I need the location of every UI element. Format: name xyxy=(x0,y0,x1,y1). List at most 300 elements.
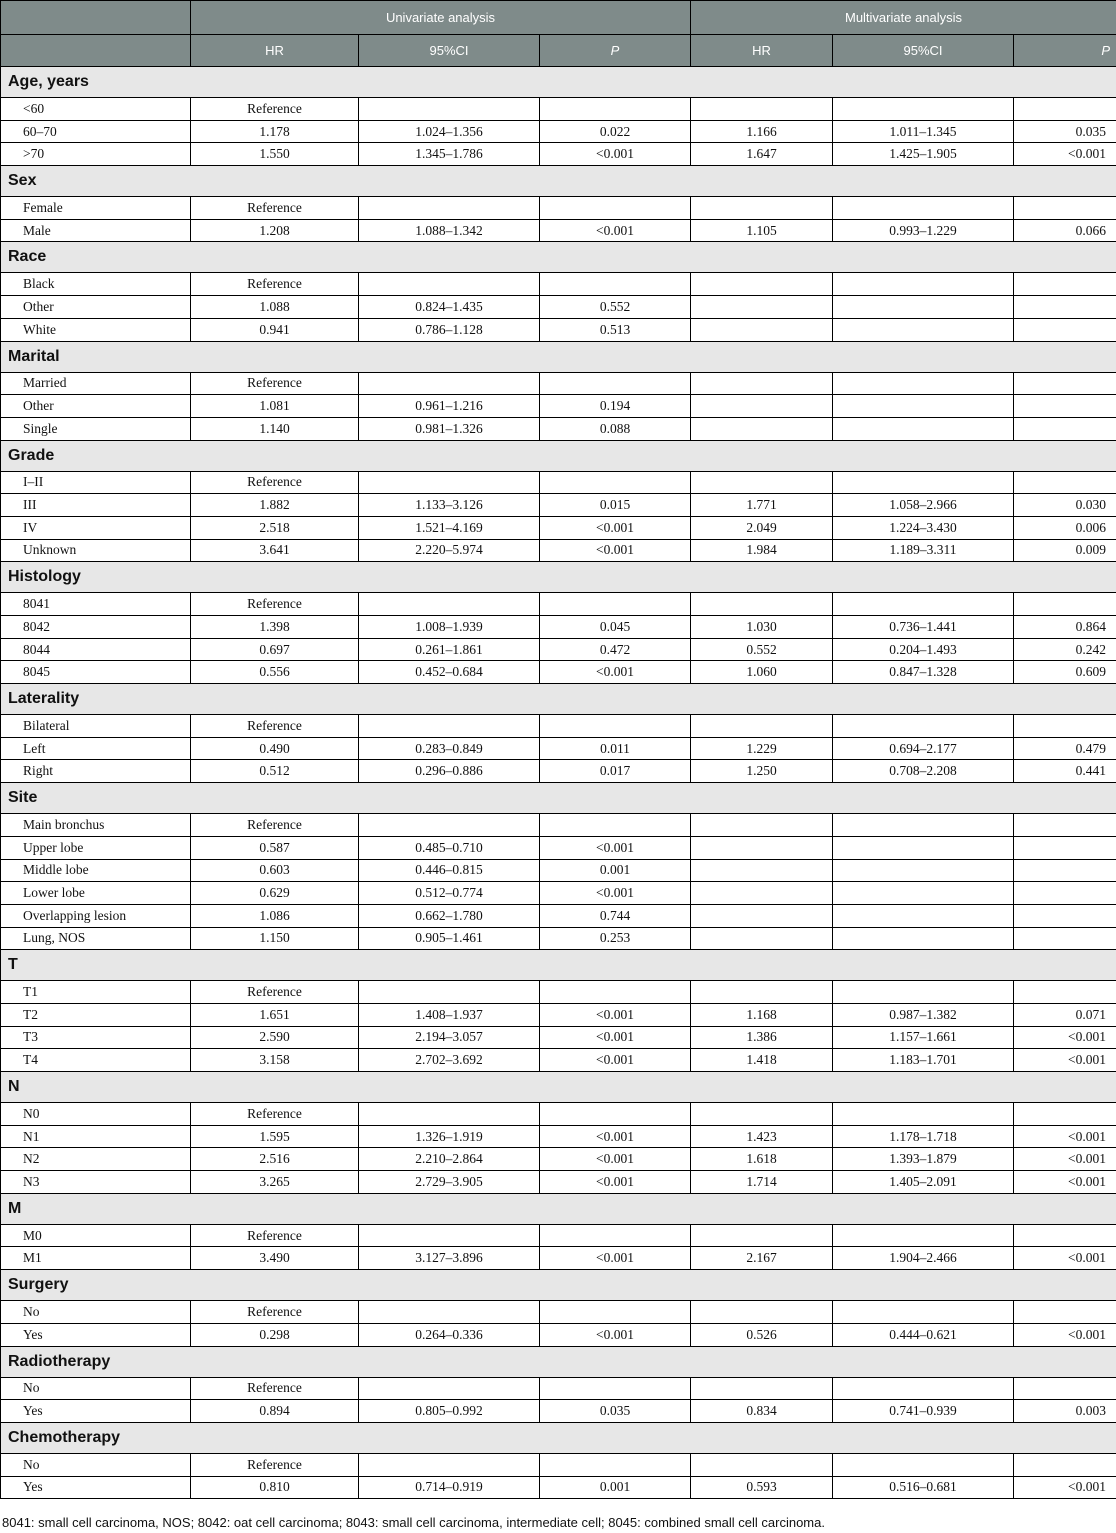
row-label: White xyxy=(1,318,191,341)
multivariate-p-cell xyxy=(1014,904,1116,927)
univariate-p-cell: <0.001 xyxy=(540,1323,691,1346)
group-header-row xyxy=(1,1072,1116,1103)
multivariate-ci-cell: 0.847–1.328 xyxy=(833,661,1014,684)
univariate-p-cell: 0.552 xyxy=(540,296,691,319)
header-empty-cell xyxy=(1,1,191,35)
univariate-hr-cell: 1.882 xyxy=(191,494,359,517)
row-label: Female xyxy=(1,197,191,220)
multivariate-ci-cell: 1.224–3.430 xyxy=(833,516,1014,539)
row-label: Male xyxy=(1,219,191,242)
multivariate-p-cell: 0.009 xyxy=(1014,539,1116,562)
multivariate-ci-cell xyxy=(833,981,1014,1004)
row-label: Left xyxy=(1,737,191,760)
multivariate-hr-cell: 0.593 xyxy=(691,1476,833,1499)
univariate-ci-cell: 0.512–0.774 xyxy=(359,882,540,905)
multivariate-p-cell: <0.001 xyxy=(1014,1148,1116,1171)
univariate-p-cell: 0.022 xyxy=(540,120,691,143)
table-row xyxy=(1,1476,1116,1499)
multivariate-hr-cell: 1.030 xyxy=(691,616,833,639)
group-header-row xyxy=(1,1422,1116,1453)
univariate-ci-cell xyxy=(359,715,540,738)
multivariate-ci-cell xyxy=(833,1103,1014,1126)
multivariate-hr-cell: 2.049 xyxy=(691,516,833,539)
multivariate-hr-cell xyxy=(691,814,833,837)
multivariate-hr-cell xyxy=(691,836,833,859)
multivariate-ci-cell xyxy=(833,1453,1014,1476)
table-row xyxy=(1,395,1116,418)
multivariate-p-cell xyxy=(1014,296,1116,319)
multivariate-hr-cell: 1.168 xyxy=(691,1003,833,1026)
multivariate-hr-cell xyxy=(691,904,833,927)
univariate-ci-cell: 0.981–1.326 xyxy=(359,417,540,440)
group-name: Surgery xyxy=(1,1270,1116,1301)
univariate-ci-cell xyxy=(359,593,540,616)
univariate-hr-cell: 0.697 xyxy=(191,638,359,661)
multivariate-hr-cell: 1.060 xyxy=(691,661,833,684)
multivariate-ci-cell: 0.204–1.493 xyxy=(833,638,1014,661)
univariate-ci-cell xyxy=(359,273,540,296)
group-header-row xyxy=(1,684,1116,715)
multivariate-p-cell xyxy=(1014,318,1116,341)
univariate-hr-cell: Reference xyxy=(191,471,359,494)
multivariate-p-cell xyxy=(1014,1301,1116,1324)
multivariate-ci-cell xyxy=(833,1377,1014,1400)
univariate-p-cell xyxy=(540,814,691,837)
row-label: N2 xyxy=(1,1148,191,1171)
univariate-p-cell: 0.035 xyxy=(540,1400,691,1423)
table-row xyxy=(1,859,1116,882)
group-header-row xyxy=(1,1346,1116,1377)
univariate-hr-cell: 1.550 xyxy=(191,143,359,166)
multivariate-p-cell: <0.001 xyxy=(1014,1125,1116,1148)
row-label: No xyxy=(1,1377,191,1400)
univariate-hr-cell: Reference xyxy=(191,197,359,220)
multivariate-hr-cell: 1.618 xyxy=(691,1148,833,1171)
univariate-ci-cell: 0.786–1.128 xyxy=(359,318,540,341)
multivariate-ci-cell xyxy=(833,882,1014,905)
header-p-label: P xyxy=(610,43,620,58)
multivariate-ci-cell: 1.393–1.879 xyxy=(833,1148,1014,1171)
univariate-ci-cell xyxy=(359,1103,540,1126)
multivariate-ci-cell xyxy=(833,859,1014,882)
multivariate-hr-cell: 0.834 xyxy=(691,1400,833,1423)
multivariate-ci-cell: 1.011–1.345 xyxy=(833,120,1014,143)
table-row xyxy=(1,904,1116,927)
multivariate-p-cell xyxy=(1014,1377,1116,1400)
multivariate-hr-cell: 1.714 xyxy=(691,1171,833,1194)
univariate-p-cell: <0.001 xyxy=(540,1049,691,1072)
univariate-p-cell xyxy=(540,471,691,494)
table-row xyxy=(1,494,1116,517)
univariate-hr-cell: Reference xyxy=(191,372,359,395)
univariate-hr-cell: 1.208 xyxy=(191,219,359,242)
multivariate-p-cell: 0.066 xyxy=(1014,219,1116,242)
multivariate-hr-cell: 1.423 xyxy=(691,1125,833,1148)
multivariate-hr-cell: 1.386 xyxy=(691,1026,833,1049)
univariate-ci-cell xyxy=(359,814,540,837)
univariate-ci-cell: 1.408–1.937 xyxy=(359,1003,540,1026)
univariate-hr-cell: Reference xyxy=(191,715,359,738)
row-label: Right xyxy=(1,760,191,783)
univariate-p-cell xyxy=(540,1377,691,1400)
multivariate-hr-cell: 1.229 xyxy=(691,737,833,760)
multivariate-hr-cell: 0.552 xyxy=(691,638,833,661)
multivariate-hr-cell xyxy=(691,859,833,882)
multivariate-hr-cell: 1.984 xyxy=(691,539,833,562)
multivariate-ci-cell xyxy=(833,836,1014,859)
univariate-p-cell: 0.472 xyxy=(540,638,691,661)
row-label: N3 xyxy=(1,1171,191,1194)
univariate-hr-cell: Reference xyxy=(191,593,359,616)
row-label: Single xyxy=(1,417,191,440)
header-row-columns xyxy=(1,35,1116,67)
univariate-hr-cell: 1.150 xyxy=(191,927,359,950)
univariate-p-cell: <0.001 xyxy=(540,882,691,905)
multivariate-hr-cell: 2.167 xyxy=(691,1247,833,1270)
multivariate-hr-cell xyxy=(691,318,833,341)
group-header-row xyxy=(1,67,1116,98)
multivariate-p-cell xyxy=(1014,1224,1116,1247)
row-label: Main bronchus xyxy=(1,814,191,837)
univariate-hr-cell: 3.158 xyxy=(191,1049,359,1072)
univariate-ci-cell: 0.961–1.216 xyxy=(359,395,540,418)
group-name: Age, years xyxy=(1,67,1116,98)
multivariate-ci-cell: 1.425–1.905 xyxy=(833,143,1014,166)
univariate-p-cell: 0.015 xyxy=(540,494,691,517)
multivariate-ci-cell: 1.183–1.701 xyxy=(833,1049,1014,1072)
row-label: Black xyxy=(1,273,191,296)
header-row-groups xyxy=(1,1,1116,35)
table-row xyxy=(1,1453,1116,1476)
univariate-ci-cell: 1.326–1.919 xyxy=(359,1125,540,1148)
univariate-hr-cell: 1.651 xyxy=(191,1003,359,1026)
table-row xyxy=(1,737,1116,760)
multivariate-ci-cell: 1.189–3.311 xyxy=(833,539,1014,562)
univariate-p-cell: 0.045 xyxy=(540,616,691,639)
univariate-hr-cell: 2.516 xyxy=(191,1148,359,1171)
univariate-ci-cell xyxy=(359,1224,540,1247)
multivariate-p-cell xyxy=(1014,471,1116,494)
header-empty-cell xyxy=(1,35,191,67)
multivariate-p-cell xyxy=(1014,197,1116,220)
row-label: >70 xyxy=(1,143,191,166)
univariate-ci-cell: 1.521–4.169 xyxy=(359,516,540,539)
multivariate-ci-cell xyxy=(833,273,1014,296)
table-row xyxy=(1,273,1116,296)
multivariate-p-cell: 0.609 xyxy=(1014,661,1116,684)
univariate-p-cell: <0.001 xyxy=(540,219,691,242)
univariate-hr-cell: 3.265 xyxy=(191,1171,359,1194)
univariate-hr-cell: 0.629 xyxy=(191,882,359,905)
univariate-p-cell xyxy=(540,1224,691,1247)
univariate-hr-cell: 1.178 xyxy=(191,120,359,143)
univariate-hr-cell: 0.603 xyxy=(191,859,359,882)
group-header-row xyxy=(1,562,1116,593)
multivariate-ci-cell: 1.157–1.661 xyxy=(833,1026,1014,1049)
group-name: Histology xyxy=(1,562,1116,593)
multivariate-ci-cell xyxy=(833,471,1014,494)
univariate-p-cell: <0.001 xyxy=(540,1125,691,1148)
univariate-p-cell: 0.017 xyxy=(540,760,691,783)
multivariate-p-cell: 0.864 xyxy=(1014,616,1116,639)
row-label: 8044 xyxy=(1,638,191,661)
row-label: Yes xyxy=(1,1476,191,1499)
multivariate-ci-cell xyxy=(833,417,1014,440)
multivariate-hr-cell xyxy=(691,1301,833,1324)
multivariate-ci-cell xyxy=(833,395,1014,418)
header-multivariate-ci: 95%CI xyxy=(833,35,1014,67)
table-row xyxy=(1,814,1116,837)
univariate-p-cell: <0.001 xyxy=(540,836,691,859)
univariate-p-cell: 0.001 xyxy=(540,859,691,882)
multivariate-p-cell xyxy=(1014,814,1116,837)
multivariate-p-cell xyxy=(1014,372,1116,395)
univariate-hr-cell: 1.086 xyxy=(191,904,359,927)
row-label: T3 xyxy=(1,1026,191,1049)
row-label: IV xyxy=(1,516,191,539)
row-label: Middle lobe xyxy=(1,859,191,882)
univariate-hr-cell: Reference xyxy=(191,1224,359,1247)
multivariate-p-cell: 0.071 xyxy=(1014,1003,1116,1026)
univariate-ci-cell: 0.905–1.461 xyxy=(359,927,540,950)
univariate-hr-cell: 1.595 xyxy=(191,1125,359,1148)
row-label: T4 xyxy=(1,1049,191,1072)
table-row xyxy=(1,120,1116,143)
header-p-label: P xyxy=(1101,43,1111,58)
univariate-ci-cell xyxy=(359,1301,540,1324)
group-name: Chemotherapy xyxy=(1,1422,1116,1453)
multivariate-p-cell xyxy=(1014,836,1116,859)
multivariate-ci-cell: 1.405–2.091 xyxy=(833,1171,1014,1194)
row-label: III xyxy=(1,494,191,517)
univariate-p-cell: 0.253 xyxy=(540,927,691,950)
univariate-p-cell: 0.194 xyxy=(540,395,691,418)
univariate-ci-cell: 0.264–0.336 xyxy=(359,1323,540,1346)
table-row xyxy=(1,516,1116,539)
univariate-p-cell: 0.001 xyxy=(540,1476,691,1499)
univariate-ci-cell xyxy=(359,1377,540,1400)
multivariate-hr-cell xyxy=(691,882,833,905)
univariate-hr-cell: 0.556 xyxy=(191,661,359,684)
univariate-ci-cell: 2.194–3.057 xyxy=(359,1026,540,1049)
multivariate-ci-cell: 1.904–2.466 xyxy=(833,1247,1014,1270)
group-name: M xyxy=(1,1193,1116,1224)
table-row xyxy=(1,1026,1116,1049)
univariate-ci-cell: 0.283–0.849 xyxy=(359,737,540,760)
multivariate-hr-cell xyxy=(691,593,833,616)
table-row xyxy=(1,1323,1116,1346)
multivariate-p-cell: <0.001 xyxy=(1014,1247,1116,1270)
header-univariate-p xyxy=(540,35,691,67)
multivariate-p-cell xyxy=(1014,395,1116,418)
multivariate-p-cell xyxy=(1014,715,1116,738)
univariate-hr-cell: 2.590 xyxy=(191,1026,359,1049)
row-label: Other xyxy=(1,395,191,418)
univariate-ci-cell: 0.662–1.780 xyxy=(359,904,540,927)
group-name: Radiotherapy xyxy=(1,1346,1116,1377)
row-label: Yes xyxy=(1,1400,191,1423)
table-row xyxy=(1,219,1116,242)
row-label: No xyxy=(1,1301,191,1324)
multivariate-p-cell xyxy=(1014,1453,1116,1476)
univariate-p-cell: 0.088 xyxy=(540,417,691,440)
table-row xyxy=(1,1125,1116,1148)
univariate-hr-cell: 2.518 xyxy=(191,516,359,539)
univariate-p-cell xyxy=(540,593,691,616)
multivariate-p-cell: <0.001 xyxy=(1014,1171,1116,1194)
row-label: T2 xyxy=(1,1003,191,1026)
multivariate-p-cell: 0.030 xyxy=(1014,494,1116,517)
table-row xyxy=(1,981,1116,1004)
multivariate-hr-cell xyxy=(691,927,833,950)
row-label: Overlapping lesion xyxy=(1,904,191,927)
univariate-p-cell xyxy=(540,1103,691,1126)
univariate-ci-cell: 2.220–5.974 xyxy=(359,539,540,562)
multivariate-ci-cell: 1.058–2.966 xyxy=(833,494,1014,517)
multivariate-hr-cell xyxy=(691,1103,833,1126)
multivariate-p-cell xyxy=(1014,417,1116,440)
multivariate-hr-cell xyxy=(691,981,833,1004)
group-name: N xyxy=(1,1072,1116,1103)
group-name: Marital xyxy=(1,341,1116,372)
table-row xyxy=(1,661,1116,684)
table-row xyxy=(1,1171,1116,1194)
univariate-p-cell xyxy=(540,981,691,1004)
row-label: 60–70 xyxy=(1,120,191,143)
table-row xyxy=(1,372,1116,395)
row-label: Unknown xyxy=(1,539,191,562)
multivariate-ci-cell: 0.516–0.681 xyxy=(833,1476,1014,1499)
univariate-hr-cell: 1.088 xyxy=(191,296,359,319)
table-row xyxy=(1,882,1116,905)
multivariate-ci-cell: 0.987–1.382 xyxy=(833,1003,1014,1026)
row-label: N1 xyxy=(1,1125,191,1148)
univariate-hr-cell: Reference xyxy=(191,1301,359,1324)
multivariate-hr-cell xyxy=(691,273,833,296)
multivariate-p-cell xyxy=(1014,273,1116,296)
univariate-hr-cell: Reference xyxy=(191,98,359,121)
univariate-p-cell xyxy=(540,715,691,738)
univariate-p-cell xyxy=(540,197,691,220)
table-row xyxy=(1,417,1116,440)
univariate-p-cell xyxy=(540,98,691,121)
multivariate-hr-cell: 1.418 xyxy=(691,1049,833,1072)
header-multivariate: Multivariate analysis xyxy=(691,1,1116,35)
univariate-p-cell: <0.001 xyxy=(540,143,691,166)
row-label: I–II xyxy=(1,471,191,494)
group-name: T xyxy=(1,950,1116,981)
row-label: 8042 xyxy=(1,616,191,639)
univariate-ci-cell xyxy=(359,98,540,121)
table-row xyxy=(1,836,1116,859)
univariate-p-cell: <0.001 xyxy=(540,1003,691,1026)
multivariate-hr-cell: 1.166 xyxy=(691,120,833,143)
multivariate-p-cell: 0.035 xyxy=(1014,120,1116,143)
univariate-hr-cell: Reference xyxy=(191,1377,359,1400)
univariate-p-cell: <0.001 xyxy=(540,661,691,684)
multivariate-ci-cell xyxy=(833,927,1014,950)
multivariate-ci-cell xyxy=(833,1224,1014,1247)
table-row xyxy=(1,1301,1116,1324)
multivariate-ci-cell xyxy=(833,1301,1014,1324)
univariate-hr-cell: 1.398 xyxy=(191,616,359,639)
univariate-ci-cell xyxy=(359,1453,540,1476)
table-row xyxy=(1,296,1116,319)
multivariate-ci-cell: 0.741–0.939 xyxy=(833,1400,1014,1423)
header-univariate: Univariate analysis xyxy=(191,1,691,35)
group-header-row xyxy=(1,166,1116,197)
group-header-row xyxy=(1,950,1116,981)
table-footnote: 8041: small cell carcinoma, NOS; 8042: oat cell carcinoma; 8043: small cell carcinoma, intermediate cell; 8045: combined small cell carcinoma. xyxy=(2,1515,825,1530)
multivariate-hr-cell xyxy=(691,1224,833,1247)
group-header-row xyxy=(1,341,1116,372)
group-header-row xyxy=(1,440,1116,471)
univariate-p-cell: <0.001 xyxy=(540,1148,691,1171)
univariate-hr-cell: Reference xyxy=(191,1453,359,1476)
table-row xyxy=(1,143,1116,166)
row-label: T1 xyxy=(1,981,191,1004)
group-name: Grade xyxy=(1,440,1116,471)
row-label: No xyxy=(1,1453,191,1476)
univariate-ci-cell: 2.702–3.692 xyxy=(359,1049,540,1072)
row-label: Other xyxy=(1,296,191,319)
group-header-row xyxy=(1,783,1116,814)
multivariate-ci-cell xyxy=(833,904,1014,927)
multivariate-hr-cell xyxy=(691,296,833,319)
univariate-ci-cell: 0.824–1.435 xyxy=(359,296,540,319)
univariate-p-cell: <0.001 xyxy=(540,1171,691,1194)
multivariate-p-cell: 0.441 xyxy=(1014,760,1116,783)
row-label: Married xyxy=(1,372,191,395)
multivariate-p-cell: <0.001 xyxy=(1014,1049,1116,1072)
multivariate-hr-cell xyxy=(691,372,833,395)
univariate-hr-cell: Reference xyxy=(191,273,359,296)
univariate-hr-cell: 0.490 xyxy=(191,737,359,760)
multivariate-p-cell: <0.001 xyxy=(1014,143,1116,166)
univariate-p-cell xyxy=(540,273,691,296)
univariate-hr-cell: 1.081 xyxy=(191,395,359,418)
multivariate-ci-cell xyxy=(833,593,1014,616)
univariate-ci-cell: 1.008–1.939 xyxy=(359,616,540,639)
multivariate-hr-cell: 1.250 xyxy=(691,760,833,783)
univariate-ci-cell xyxy=(359,981,540,1004)
multivariate-hr-cell: 1.771 xyxy=(691,494,833,517)
multivariate-hr-cell xyxy=(691,417,833,440)
table-row xyxy=(1,1224,1116,1247)
group-header-row xyxy=(1,1193,1116,1224)
multivariate-hr-cell xyxy=(691,395,833,418)
univariate-p-cell xyxy=(540,1453,691,1476)
univariate-ci-cell xyxy=(359,471,540,494)
univariate-p-cell: 0.011 xyxy=(540,737,691,760)
row-label: 8045 xyxy=(1,661,191,684)
table-row xyxy=(1,593,1116,616)
row-label: Lower lobe xyxy=(1,882,191,905)
multivariate-ci-cell: 1.178–1.718 xyxy=(833,1125,1014,1148)
table-row xyxy=(1,616,1116,639)
univariate-p-cell: 0.744 xyxy=(540,904,691,927)
table-row xyxy=(1,1400,1116,1423)
univariate-p-cell: <0.001 xyxy=(540,516,691,539)
row-label: <60 xyxy=(1,98,191,121)
univariate-hr-cell: Reference xyxy=(191,814,359,837)
multivariate-hr-cell: 1.647 xyxy=(691,143,833,166)
multivariate-p-cell: <0.001 xyxy=(1014,1026,1116,1049)
row-label: M0 xyxy=(1,1224,191,1247)
univariate-hr-cell: Reference xyxy=(191,1103,359,1126)
univariate-hr-cell: 1.140 xyxy=(191,417,359,440)
univariate-hr-cell: 3.490 xyxy=(191,1247,359,1270)
